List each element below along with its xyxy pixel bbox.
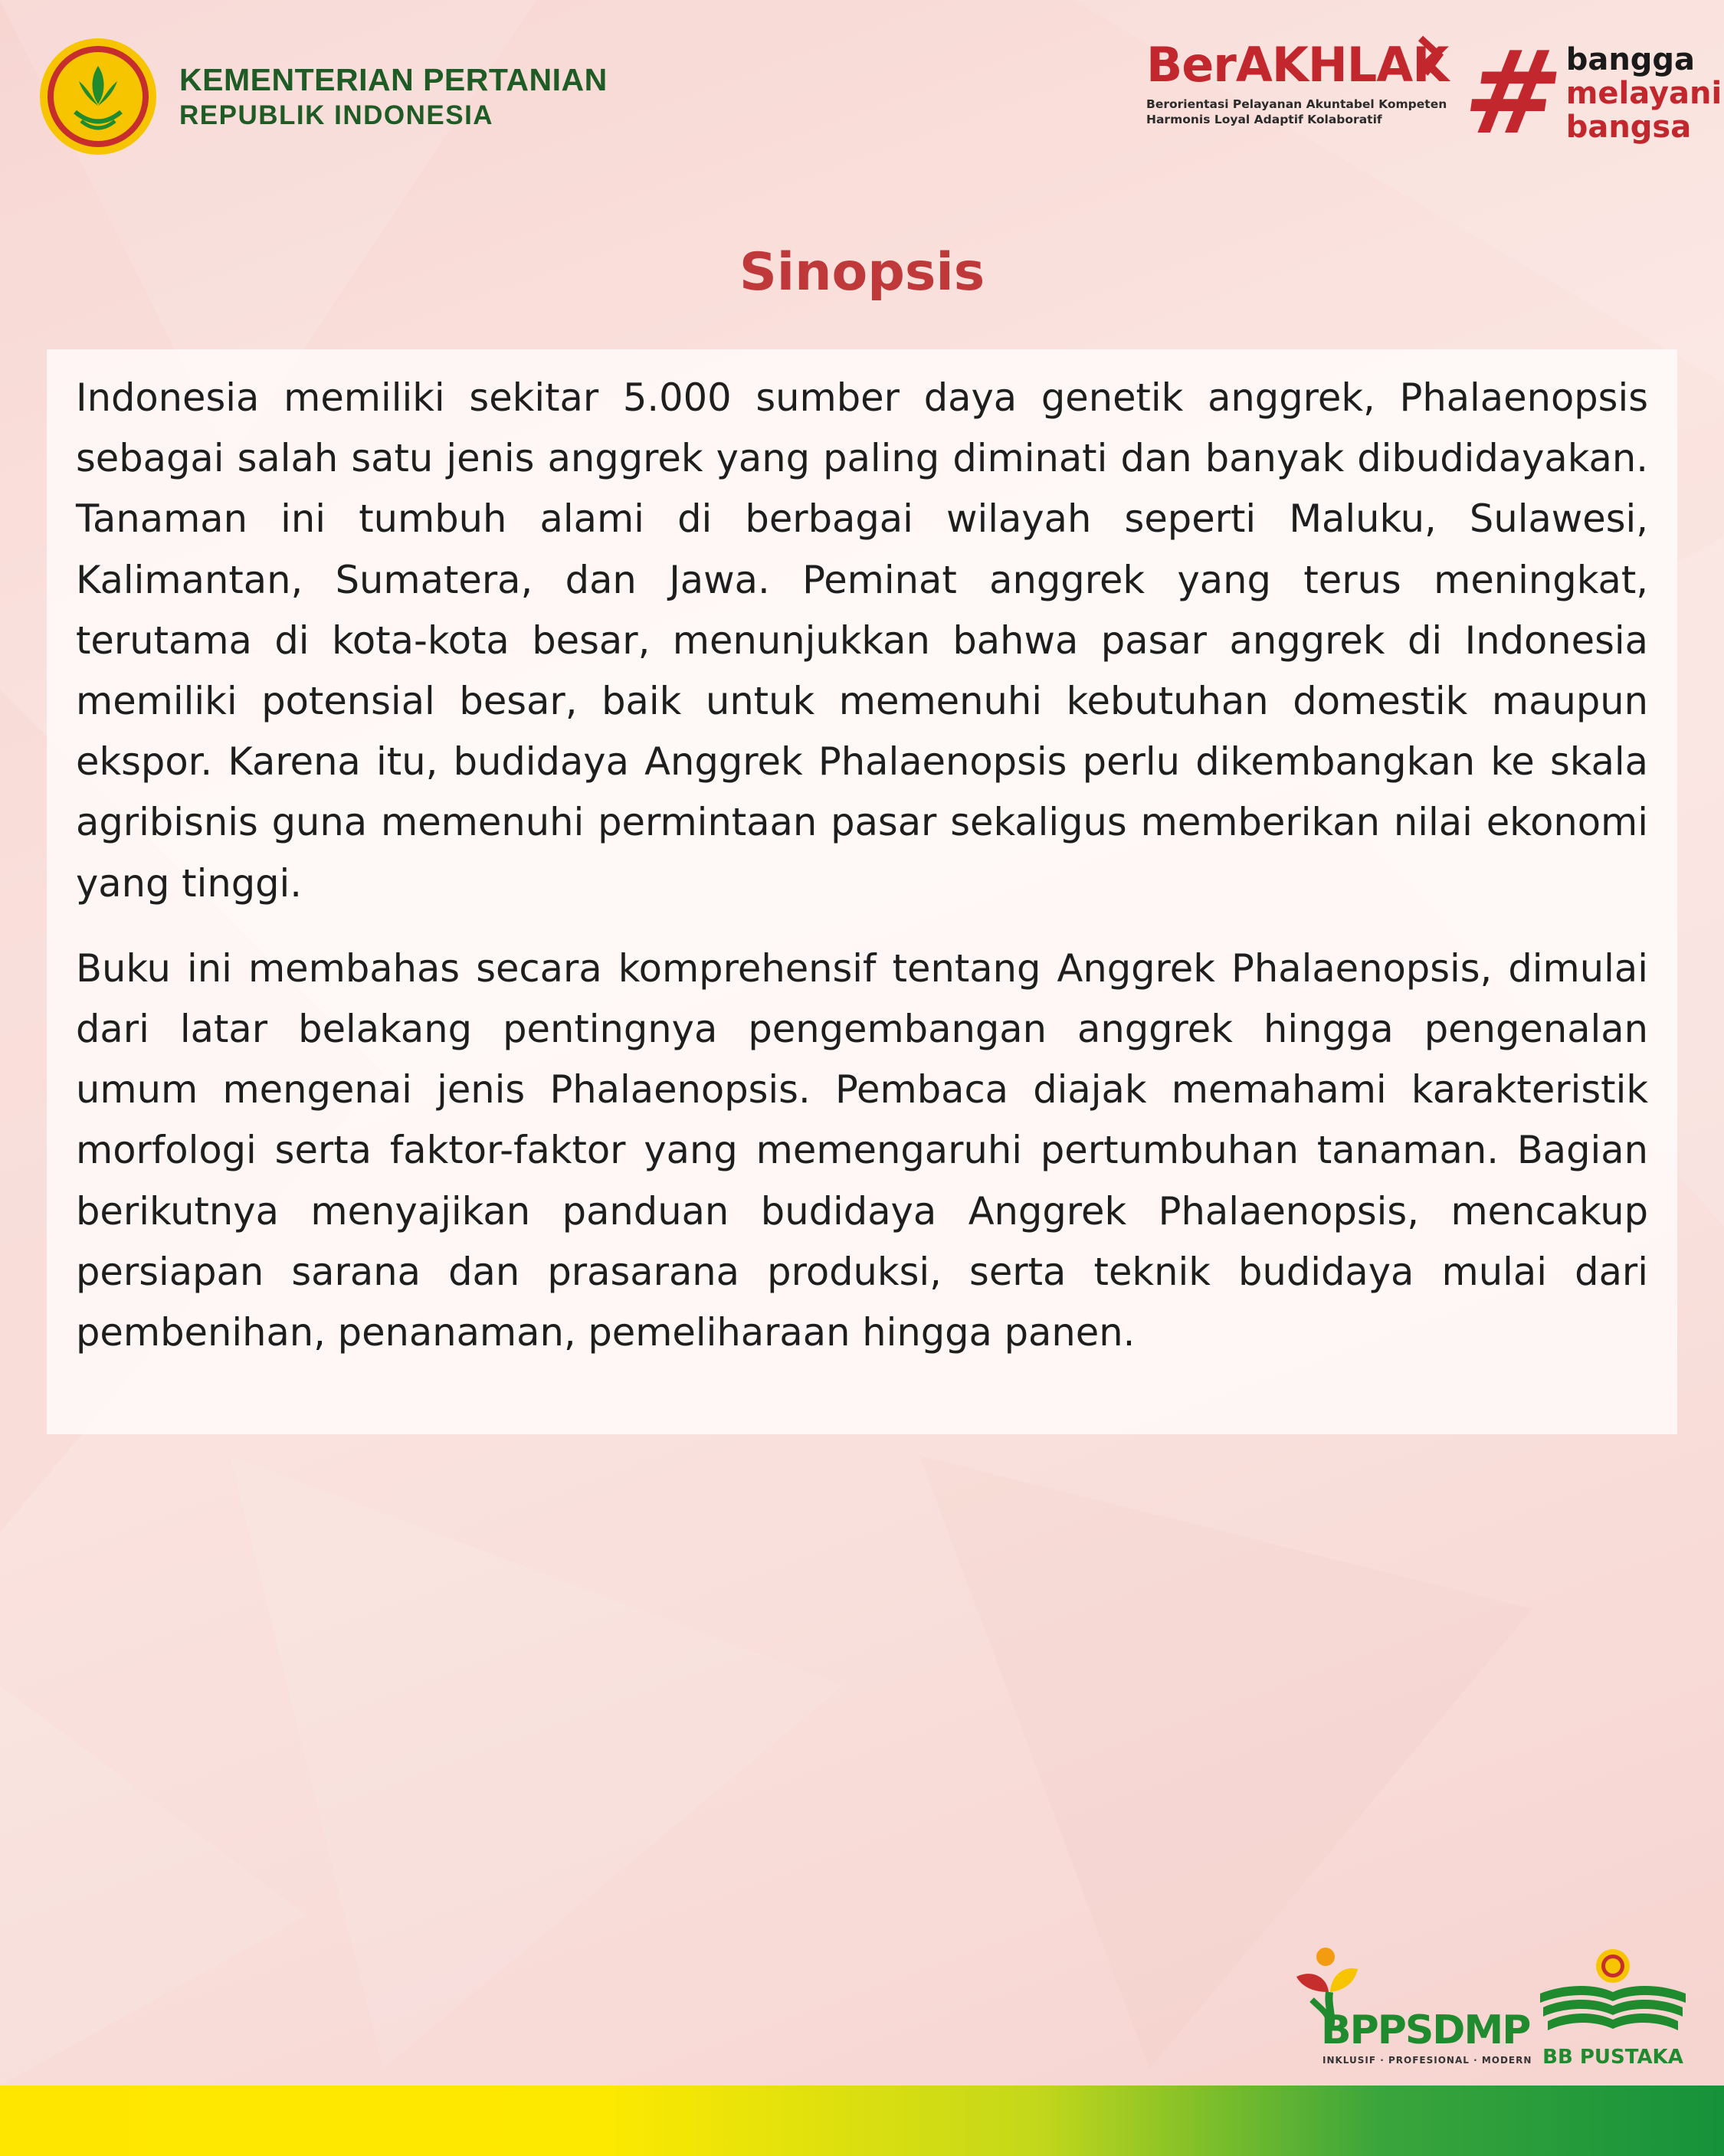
bangga-words <box>1566 43 1722 144</box>
bppsdmp-tagline: INKLUSIF · PROFESIONAL · MODERN <box>1322 2055 1532 2066</box>
berakhlak-word: BerAKHLAK <box>1146 37 1449 93</box>
synopsis-box <box>47 349 1677 1434</box>
bottom-gradient-bar <box>0 2086 1724 2156</box>
berakhlak-logo <box>1146 37 1449 127</box>
bbpustaka-logo <box>1532 1946 1693 2069</box>
bppsdmp-name: BPPSDMP <box>1321 2007 1530 2053</box>
bppsdmp-logo <box>1281 1946 1532 2069</box>
bangga-line2: melayani <box>1565 76 1722 111</box>
page-title: Sinopsis <box>739 242 985 303</box>
berakhlak-chevron-icon <box>1414 34 1445 80</box>
bangga-hash: # <box>1455 27 1571 160</box>
berakhlak-sub2: Harmonis Loyal Adaptif Kolaboratif <box>1146 113 1382 126</box>
berakhlak-sub1: Berorientasi Pelayanan Akuntabel Kompeten <box>1146 97 1447 111</box>
bangga-melayani-logo <box>1455 27 1722 160</box>
bangga-line1: bangga <box>1565 42 1696 77</box>
synopsis-paragraph-2: Buku ini membahas secara komprehensif tentang Anggrek Phalaenopsis, dimulai dari latar belakang pentingnya pengembangan anggrek hingga pengenalan umum mengenai jenis Phalaenopsis. Pembaca diajak memahami karakteristik morfologi serta faktor-faktor yang memengaruhi pertumbuhan tanaman. Bagian berikutnya menyajikan panduan budidaya Anggrek Phalaenopsis, mencakup persiapan sarana dan prasarana produksi, serta teknik budidaya mulai dari pembenihan, penanaman, pemeliharaan hingga panen. <box>76 945 1648 1355</box>
bangga-line3: bangsa <box>1565 110 1692 145</box>
ministry-line1: KEMENTERIAN PERTANIAN <box>179 62 608 97</box>
ministry-name <box>179 61 608 133</box>
ministry-header <box>37 35 608 158</box>
synopsis-paragraph-1: Indonesia memiliki sekitar 5.000 sumber daya genetik anggrek, Phalaenopsis sebagai salah satu jenis anggrek yang paling diminati dan banyak dibudidayakan. Tanaman ini tumbuh alami di berbagai wilayah seperti Maluku, Sulawesi, Kalimantan, Sumatera, dan Jawa. Peminat anggrek yang terus meningkat, terutama di kota-kota besar, menunjukkan bahwa pasar anggrek di Indonesia memiliki potensial besar, baik untuk memenuhi kebutuhan domestik maupun ekspor. Karena itu, budidaya Anggrek Phalaenopsis perlu dikembangkan ke skala agribisnis guna memenuhi permintaan pasar sekaligus memberikan nilai ekonomi yang tinggi. <box>76 375 1648 906</box>
ministry-line2: REPUBLIK INDONESIA <box>179 100 494 130</box>
bbpustaka-name: BB PUSTAKA <box>1542 2046 1683 2069</box>
ministry-seal-icon <box>37 35 159 158</box>
bbpustaka-book-icon <box>1532 1946 1693 2044</box>
